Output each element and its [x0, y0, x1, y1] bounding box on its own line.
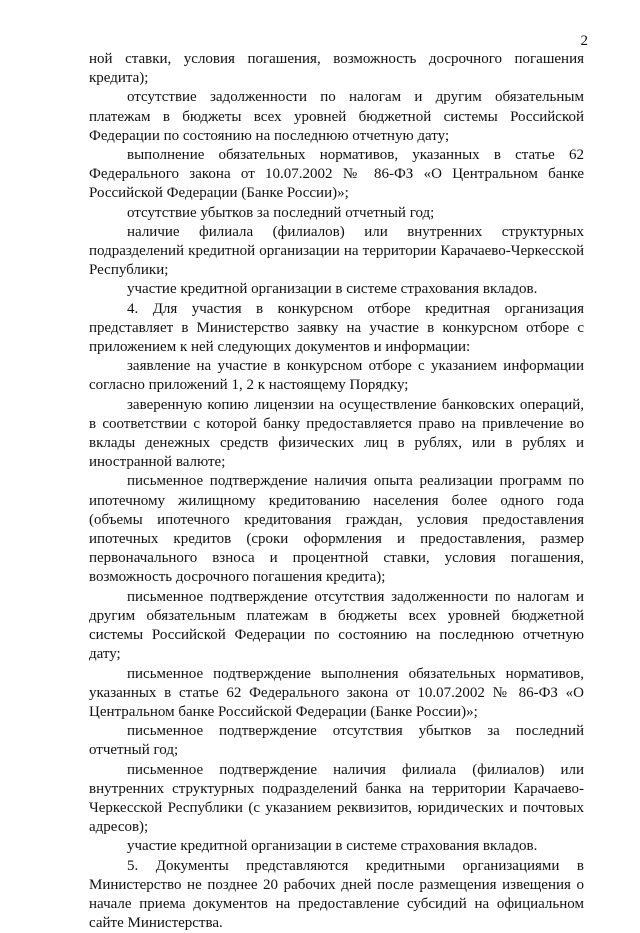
paragraph: письменное подтверждение выполнения обязательных нормативов, указанных в статье 62 Федерального закона от 10.07.2002 № 86-ФЗ «О Центральном банке Российской Федерации (Банке России)»;	[89, 665, 584, 720]
paragraph: отсутствие задолженности по налогам и другим обязательным платежам в бюджеты всех уровней бюджетной системы Российской Федерации по состоянию на последнюю отчетную дату;	[89, 89, 584, 144]
paragraph: письменное подтверждение наличия филиала (филиалов) или внутренних структурных подразделений банка на территории Карачаево-Черкесской Республики (с указанием реквизитов, юридических и почтовых адресов);	[89, 761, 584, 836]
paragraph: заявление на участие в конкурсном отборе с указанием информации согласно приложений 1, 2 к настоящему Порядку;	[89, 358, 584, 394]
paragraph-section-5: 5. Документы представляются кредитными организациями в Министерство не позднее 20 рабочих дней после размещения извещения о начале приема документов на предоставление субсидий на официальном сайте Министерства.	[89, 857, 584, 932]
paragraph-continuation: ной ставки, условия погашения, возможность досрочного погашения кредита);	[89, 51, 584, 87]
paragraph: выполнение обязательных нормативов, указанных в статье 62 Федерального закона от 10.07.2002 № 86-ФЗ «О Центральном банке Российской Федерации (Банке России)»;	[89, 147, 584, 202]
paragraph: участие кредитной организации в системе страхования вкладов.	[127, 838, 538, 855]
paragraph: наличие филиала (филиалов) или внутренних структурных подразделений кредитной организации на территории Карачаево-Черкесской Республики;	[89, 223, 584, 279]
page-number: 2	[580, 33, 588, 49]
paragraph: участие кредитной организации в системе страхования вкладов.	[127, 281, 538, 298]
document-body	[89, 50, 584, 933]
paragraph-section-4: 4. Для участия в конкурсном отборе кредитная организация представляет в Министерство заявку на участие в конкурсном отборе с приложением к ней следующих документов и информации:	[89, 300, 584, 356]
paragraph: отсутствие убытков за последний отчетный год;	[127, 204, 435, 221]
paragraph: письменное подтверждение отсутствия задолженности по налогам и другим обязательным платежам в бюджеты всех уровней бюджетной системы Российской Федерации по состоянию на последнюю отчетную дату;	[89, 588, 584, 663]
paragraph: письменное подтверждение наличия опыта реализации программ по ипотечному жилищному кредитованию населения более одного года (объемы ипотечного кредитования граждан, условия предоставления ипотечных кредитов (сроки оформления и предоставления, размер первоначального взноса и процентной ставки, условия погашения, возможность досрочного погашения кредита);	[89, 473, 584, 586]
paragraph: письменное подтверждение отсутствия убытков за последний отчетный год;	[89, 723, 584, 759]
paragraph: заверенную копию лицензии на осуществление банковских операций, в соответствии с которой банку предоставляется право на привлечение во вклады денежных средств физических лиц в рублях, или в рублях и иностранной валюте;	[89, 396, 584, 471]
